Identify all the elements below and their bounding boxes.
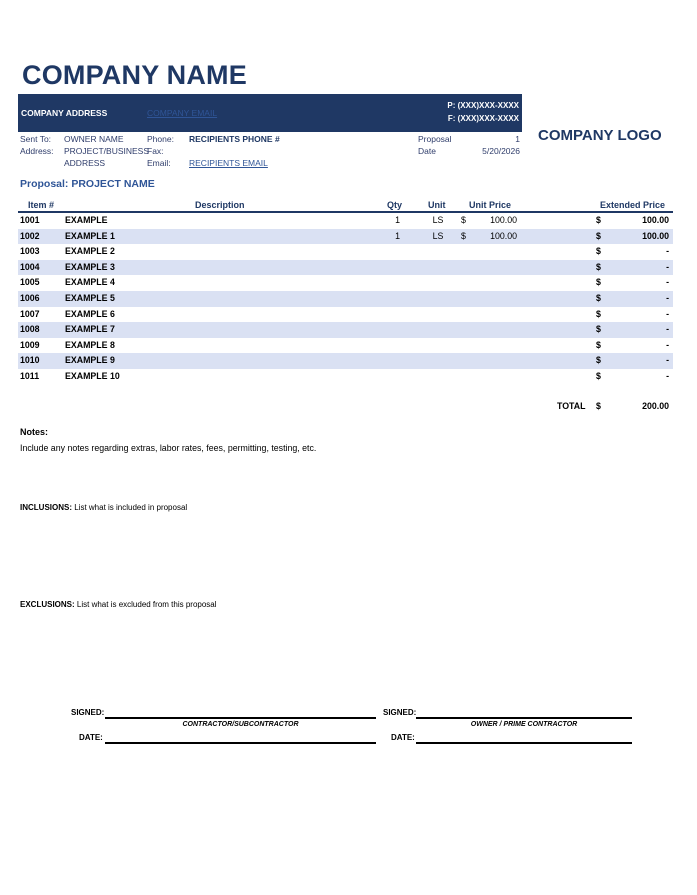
item-unit: LS xyxy=(432,230,444,241)
item-extended-price: 100.00 xyxy=(642,215,669,225)
company-fax: F: (XXX)XXX-XXXX xyxy=(447,114,519,123)
extended-price-currency: $ xyxy=(596,292,601,303)
contractor-date-label: DATE: xyxy=(79,733,103,742)
item-description: EXAMPLE 2 xyxy=(65,246,115,257)
item-number: 1009 xyxy=(20,339,40,350)
table-row xyxy=(18,275,673,291)
table-row xyxy=(18,322,673,338)
header-item: Item # xyxy=(28,200,55,210)
line-items-table xyxy=(18,213,673,385)
company-header-bar xyxy=(18,94,522,132)
table-row xyxy=(18,244,673,260)
sent-to-label: Sent To: xyxy=(20,134,52,144)
proposal-date: 5/20/2026 xyxy=(482,146,520,156)
notes-title: Notes: xyxy=(20,427,49,437)
recipient-phone: RECIPIENTS PHONE # xyxy=(189,134,280,144)
item-description: EXAMPLE 3 xyxy=(65,261,115,272)
table-row xyxy=(18,260,673,276)
item-extended-price: - xyxy=(666,370,669,381)
company-email-link[interactable]: COMPANY EMAIL xyxy=(147,108,218,118)
company-logo: COMPANY LOGO xyxy=(538,127,662,144)
item-description: EXAMPLE 8 xyxy=(65,339,115,350)
item-description: EXAMPLE 4 xyxy=(65,277,115,288)
header-unit: Unit xyxy=(428,200,446,210)
total-label: TOTAL xyxy=(557,401,586,411)
extended-price-currency: $ xyxy=(596,324,601,335)
item-unit-price: 100.00 xyxy=(490,230,517,241)
item-extended-price: - xyxy=(666,246,669,257)
item-number: 1001 xyxy=(20,215,40,225)
item-unit-price: 100.00 xyxy=(490,215,517,225)
owner-caption: OWNER / PRIME CONTRACTOR xyxy=(470,721,578,728)
project-address-line2: ADDRESS xyxy=(64,158,106,168)
header-qty: Qty xyxy=(387,200,403,210)
table-row xyxy=(18,307,673,323)
item-unit: LS xyxy=(432,215,444,225)
extended-price-currency: $ xyxy=(596,246,601,257)
item-number: 1003 xyxy=(20,246,40,257)
item-extended-price: - xyxy=(666,308,669,319)
exclusions xyxy=(20,600,217,609)
owner-signed-label: SIGNED: xyxy=(383,708,417,717)
item-number: 1011 xyxy=(20,370,40,381)
item-qty: 1 xyxy=(395,215,400,225)
extended-price-currency: $ xyxy=(596,261,601,272)
header-extended-price: Extended Price xyxy=(600,200,666,210)
proposal-date-label: Date xyxy=(418,146,436,156)
table-row xyxy=(18,338,673,354)
phone-label: Phone: xyxy=(147,134,174,144)
extended-price-currency: $ xyxy=(596,355,601,366)
contractor-caption: CONTRACTOR/SUBCONTRACTOR xyxy=(182,721,299,728)
table-row xyxy=(18,369,673,385)
inclusions xyxy=(20,503,187,512)
table-row xyxy=(18,353,673,369)
owner-date-label: DATE: xyxy=(391,733,415,742)
recipient-email-link[interactable]: RECIPIENTS EMAIL xyxy=(189,158,268,168)
owner-signature-line[interactable] xyxy=(416,717,632,719)
project-address-line1: PROJECT/BUSINESS xyxy=(64,146,150,156)
table-row xyxy=(18,291,673,307)
proposal-number-label: Proposal xyxy=(418,134,452,144)
unit-price-currency: $ xyxy=(461,230,466,241)
item-number: 1004 xyxy=(20,261,40,272)
item-description: EXAMPLE 5 xyxy=(65,292,115,303)
item-extended-price: - xyxy=(666,261,669,272)
extended-price-currency: $ xyxy=(596,215,601,225)
contractor-signature-line[interactable] xyxy=(105,717,376,719)
owner-date-line[interactable] xyxy=(416,742,632,744)
contractor-signed-label: SIGNED: xyxy=(71,708,105,717)
notes-text: Include any notes regarding extras, labor rates, fees, permitting, testing, etc. xyxy=(20,443,317,453)
header-unit-price: Unit Price xyxy=(469,200,512,210)
header-description: Description xyxy=(195,200,245,210)
email-label: Email: xyxy=(147,158,171,168)
address-label: Address: xyxy=(20,146,54,156)
company-name: COMPANY NAME xyxy=(22,60,247,90)
line-items-header xyxy=(18,199,673,213)
item-extended-price: - xyxy=(666,355,669,366)
total-currency: $ xyxy=(596,401,601,411)
item-description: EXAMPLE 10 xyxy=(65,370,120,381)
item-number: 1002 xyxy=(20,230,40,241)
item-number: 1006 xyxy=(20,292,40,303)
item-number: 1007 xyxy=(20,308,40,319)
company-phone: P: (XXX)XXX-XXXX xyxy=(447,101,519,110)
owner-name: OWNER NAME xyxy=(64,134,124,144)
extended-price-currency: $ xyxy=(596,277,601,288)
unit-price-currency: $ xyxy=(461,215,466,225)
item-description: EXAMPLE 7 xyxy=(65,324,115,335)
item-extended-price: - xyxy=(666,277,669,288)
extended-price-currency: $ xyxy=(596,339,601,350)
proposal-title: Proposal: PROJECT NAME xyxy=(20,178,155,190)
inclusions-text: List what is included in proposal xyxy=(72,503,188,512)
company-address: COMPANY ADDRESS xyxy=(21,108,108,118)
item-number: 1010 xyxy=(20,355,40,366)
exclusions-label: EXCLUSIONS: xyxy=(20,600,75,609)
extended-price-currency: $ xyxy=(596,370,601,381)
item-extended-price: - xyxy=(666,292,669,303)
item-description: EXAMPLE 6 xyxy=(65,308,115,319)
item-number: 1005 xyxy=(20,277,40,288)
item-extended-price: - xyxy=(666,324,669,335)
item-number: 1008 xyxy=(20,324,40,335)
table-row xyxy=(18,213,673,229)
fax-label: Fax: xyxy=(147,146,164,156)
item-description: EXAMPLE xyxy=(65,215,108,225)
table-row xyxy=(18,229,673,245)
extended-price-currency: $ xyxy=(596,230,601,241)
exclusions-text: List what is excluded from this proposal xyxy=(74,600,217,609)
item-qty: 1 xyxy=(395,230,400,241)
item-description: EXAMPLE 1 xyxy=(65,230,115,241)
inclusions-label: INCLUSIONS: xyxy=(20,503,72,512)
proposal-number: 1 xyxy=(515,134,520,144)
item-extended-price: - xyxy=(666,339,669,350)
total-value: 200.00 xyxy=(642,401,669,411)
item-extended-price: 100.00 xyxy=(642,230,669,241)
contractor-date-line[interactable] xyxy=(105,742,376,744)
item-description: EXAMPLE 9 xyxy=(65,355,115,366)
extended-price-currency: $ xyxy=(596,308,601,319)
